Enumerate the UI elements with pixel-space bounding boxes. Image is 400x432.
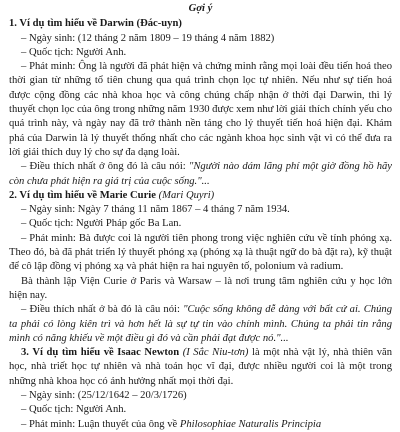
quote-intro: – Điều thích nhất ở bà đó là câu nói: (21, 304, 184, 316)
section-title-paren: (I Sắc Niu-tơn) (182, 347, 249, 359)
section-title (9, 346, 392, 389)
quote-text: "Người nào dám lãng phí một giờ đồng hồ hãy còn chưa phát hiện ra giá trị của cuộc sống."... (9, 161, 392, 187)
nationality-line: – Quốc tịch: Người Anh. (21, 404, 127, 416)
discovery-paragraph: – Phát minh: Bà được coi là người tiên phong trong việc nghiên cứu về tính phóng xạ. Theo đó, bà đã phát triển lý thuyết phóng xạ (phóng xạ là thuật ngữ do bà đặt ra), kỹ thuật để cô lập đồng vị phóng xạ và phát hiện ra hai nguyên tố, polonium và radium. (9, 232, 392, 273)
quote-line (9, 303, 392, 346)
section-title-paren: (Đác-uyn) (136, 18, 182, 30)
section-title (9, 17, 392, 31)
discovery-paragraph (9, 418, 392, 432)
section-title-text: 2. Ví dụ tìm hiểu về Marie Curie (9, 189, 156, 201)
quote-line (9, 160, 392, 189)
birth-line: – Ngày sinh: (12 tháng 2 năm 1809 – 19 tháng 4 năm 1882) (21, 32, 275, 44)
section-title (9, 189, 392, 203)
quote-intro: – Điều thích nhất ở ông đó là câu nói: (21, 161, 189, 173)
page-heading: Gợi ý (188, 3, 213, 14)
section-title-paren: (Mari Quyri) (158, 189, 215, 201)
section-darwin (9, 17, 392, 189)
section-marie-curie (9, 189, 392, 346)
nationality-line: – Quốc tịch: Người Anh. (21, 46, 127, 58)
quote-text: "Cuộc sống không dễ dàng với bất cứ ai. Chúng ta phải có lòng kiên trì và hơn hết là sự tự tin vào chính mình. Chúng ta phải tin rằng mình có năng khiếu về một điều gì đó và cần phải đạt được nó."... (9, 304, 392, 344)
discovery-paragraph: – Phát minh: Ông là người đã phát hiện và chứng minh rằng mọi loài đều tiến hoá theo thời gian từ những tổ tiên chung qua quá trình chọn lọc tự nhiên. Nếu như sự tiến hoá được cộng đồng các nhà khoa học và công chúng chấp nhận ở thời đại Darwin, thì lý thuyết chọn lọc của ông trong những năm 1930 được xem như lời giải thích chính yếu cho quá trình này, và ngày nay đã trở thành nền tảng cho lý thuyết tiến hoá hiện đại. Khám phá của Darwin là lý thuyết thống nhất cho các ngành khoa học sinh vật vì có thể đưa ra lời giải thích duy lý cho sự đa dạng loài. (9, 61, 392, 158)
birth-line: – Ngày sinh: Ngày 7 tháng 11 năm 1867 – 4 tháng 7 năm 1934. (21, 204, 290, 216)
section-isaac-newton (9, 346, 392, 432)
work-title: Philosophiae Naturalis Principia (179, 418, 322, 430)
nationality-line: – Quốc tịch: Người Pháp gốc Ba Lan. (21, 218, 182, 230)
discovery-intro: – Phát minh: Luận thuyết của ông về (21, 418, 180, 430)
section-title-text: 1. Ví dụ tìm hiểu về Darwin (9, 18, 134, 30)
section-title-rest: là một nhà vật lý, nhà thiên văn học, nhà triết học tự nhiên và nhà toán học vĩ đại, được nhiều người coi là một trong những nhà khoa học có ảnh hưởng nhất mọi thời đại. (9, 347, 393, 387)
section-title-text: 3. Ví dụ tìm hiểu về Isaac Newton (21, 347, 180, 359)
extra-paragraph: Bà thành lập Viện Curie ở Paris và Warsaw – là nơi trung tâm nghiên cứu y học lớn hiện nay. (9, 275, 392, 301)
birth-line: – Ngày sinh: (25/12/1642 – 20/3/1726) (21, 390, 187, 402)
